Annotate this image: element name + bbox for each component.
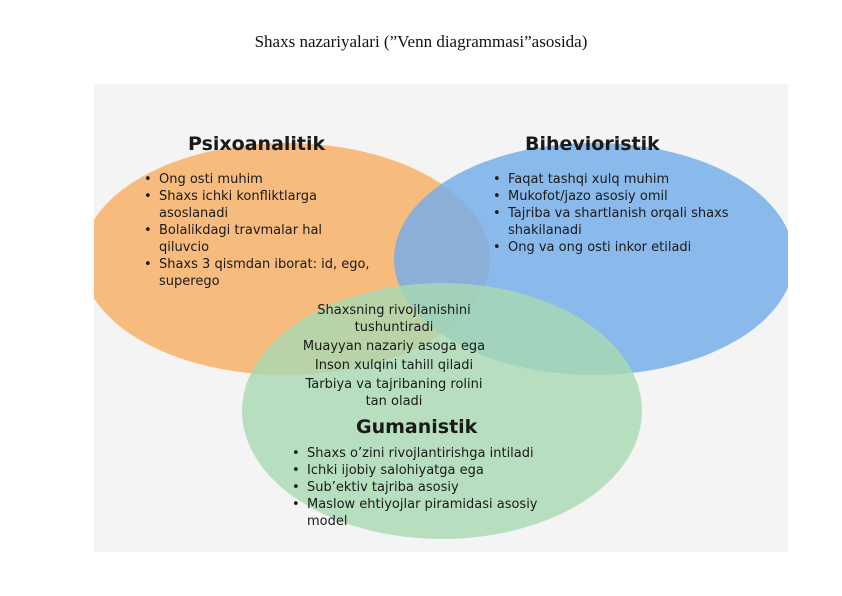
psixoanalitik-title: Psixoanalitik bbox=[188, 133, 326, 155]
common-item: Inson xulqini tahill qiladi bbox=[314, 358, 474, 373]
common-item: Shaxsning rivojlanishini tushuntiradi bbox=[317, 303, 471, 335]
list-item: • Mukofot/jazo asosiy omil bbox=[491, 188, 771, 205]
list-item: • Shaxs ichki konfliktlarga asoslanadi bbox=[142, 188, 374, 222]
list-item: • Ong osti muhim bbox=[142, 171, 382, 188]
bihevioristik-list bbox=[491, 171, 771, 256]
list-item: • Ong va ong osti inkor etiladi bbox=[491, 239, 771, 256]
page-title: Shaxs nazariyalari (”Venn diagrammasi”asosida) bbox=[254, 32, 588, 51]
psixoanalitik-list bbox=[142, 171, 382, 290]
list-item: • Bolalikdagi travmalar hal qiluvcio bbox=[142, 222, 354, 256]
list-item: • Shaxs o’zini rivojlantirishga intiladi bbox=[290, 445, 620, 462]
venn-diagram bbox=[94, 84, 788, 552]
bihevioristik-title: Bihevioristik bbox=[525, 133, 660, 155]
common-item: Tarbiya va tajribaning rolini tan oladi bbox=[305, 377, 483, 409]
list-item: • Shaxs 3 qismdan iborat: id, ego, superego bbox=[142, 256, 384, 290]
list-item: • Faqat tashqi xulq muhim bbox=[491, 171, 771, 188]
common-traits bbox=[244, 302, 544, 412]
common-item: Muayyan nazariy asoga ega bbox=[302, 339, 486, 354]
gumanistik-list bbox=[290, 445, 620, 530]
list-item: • Maslow ehtiyojlar piramidasi asosiy model bbox=[290, 496, 577, 530]
list-item: • Ichki ijobiy salohiyatga ega bbox=[290, 462, 620, 479]
list-item: • Sub’ektiv tajriba asosiy bbox=[290, 479, 620, 496]
gumanistik-title: Gumanistik bbox=[356, 416, 478, 438]
list-item: • Tajriba va shartlanish orqali shaxs shakilanadi bbox=[491, 205, 748, 239]
